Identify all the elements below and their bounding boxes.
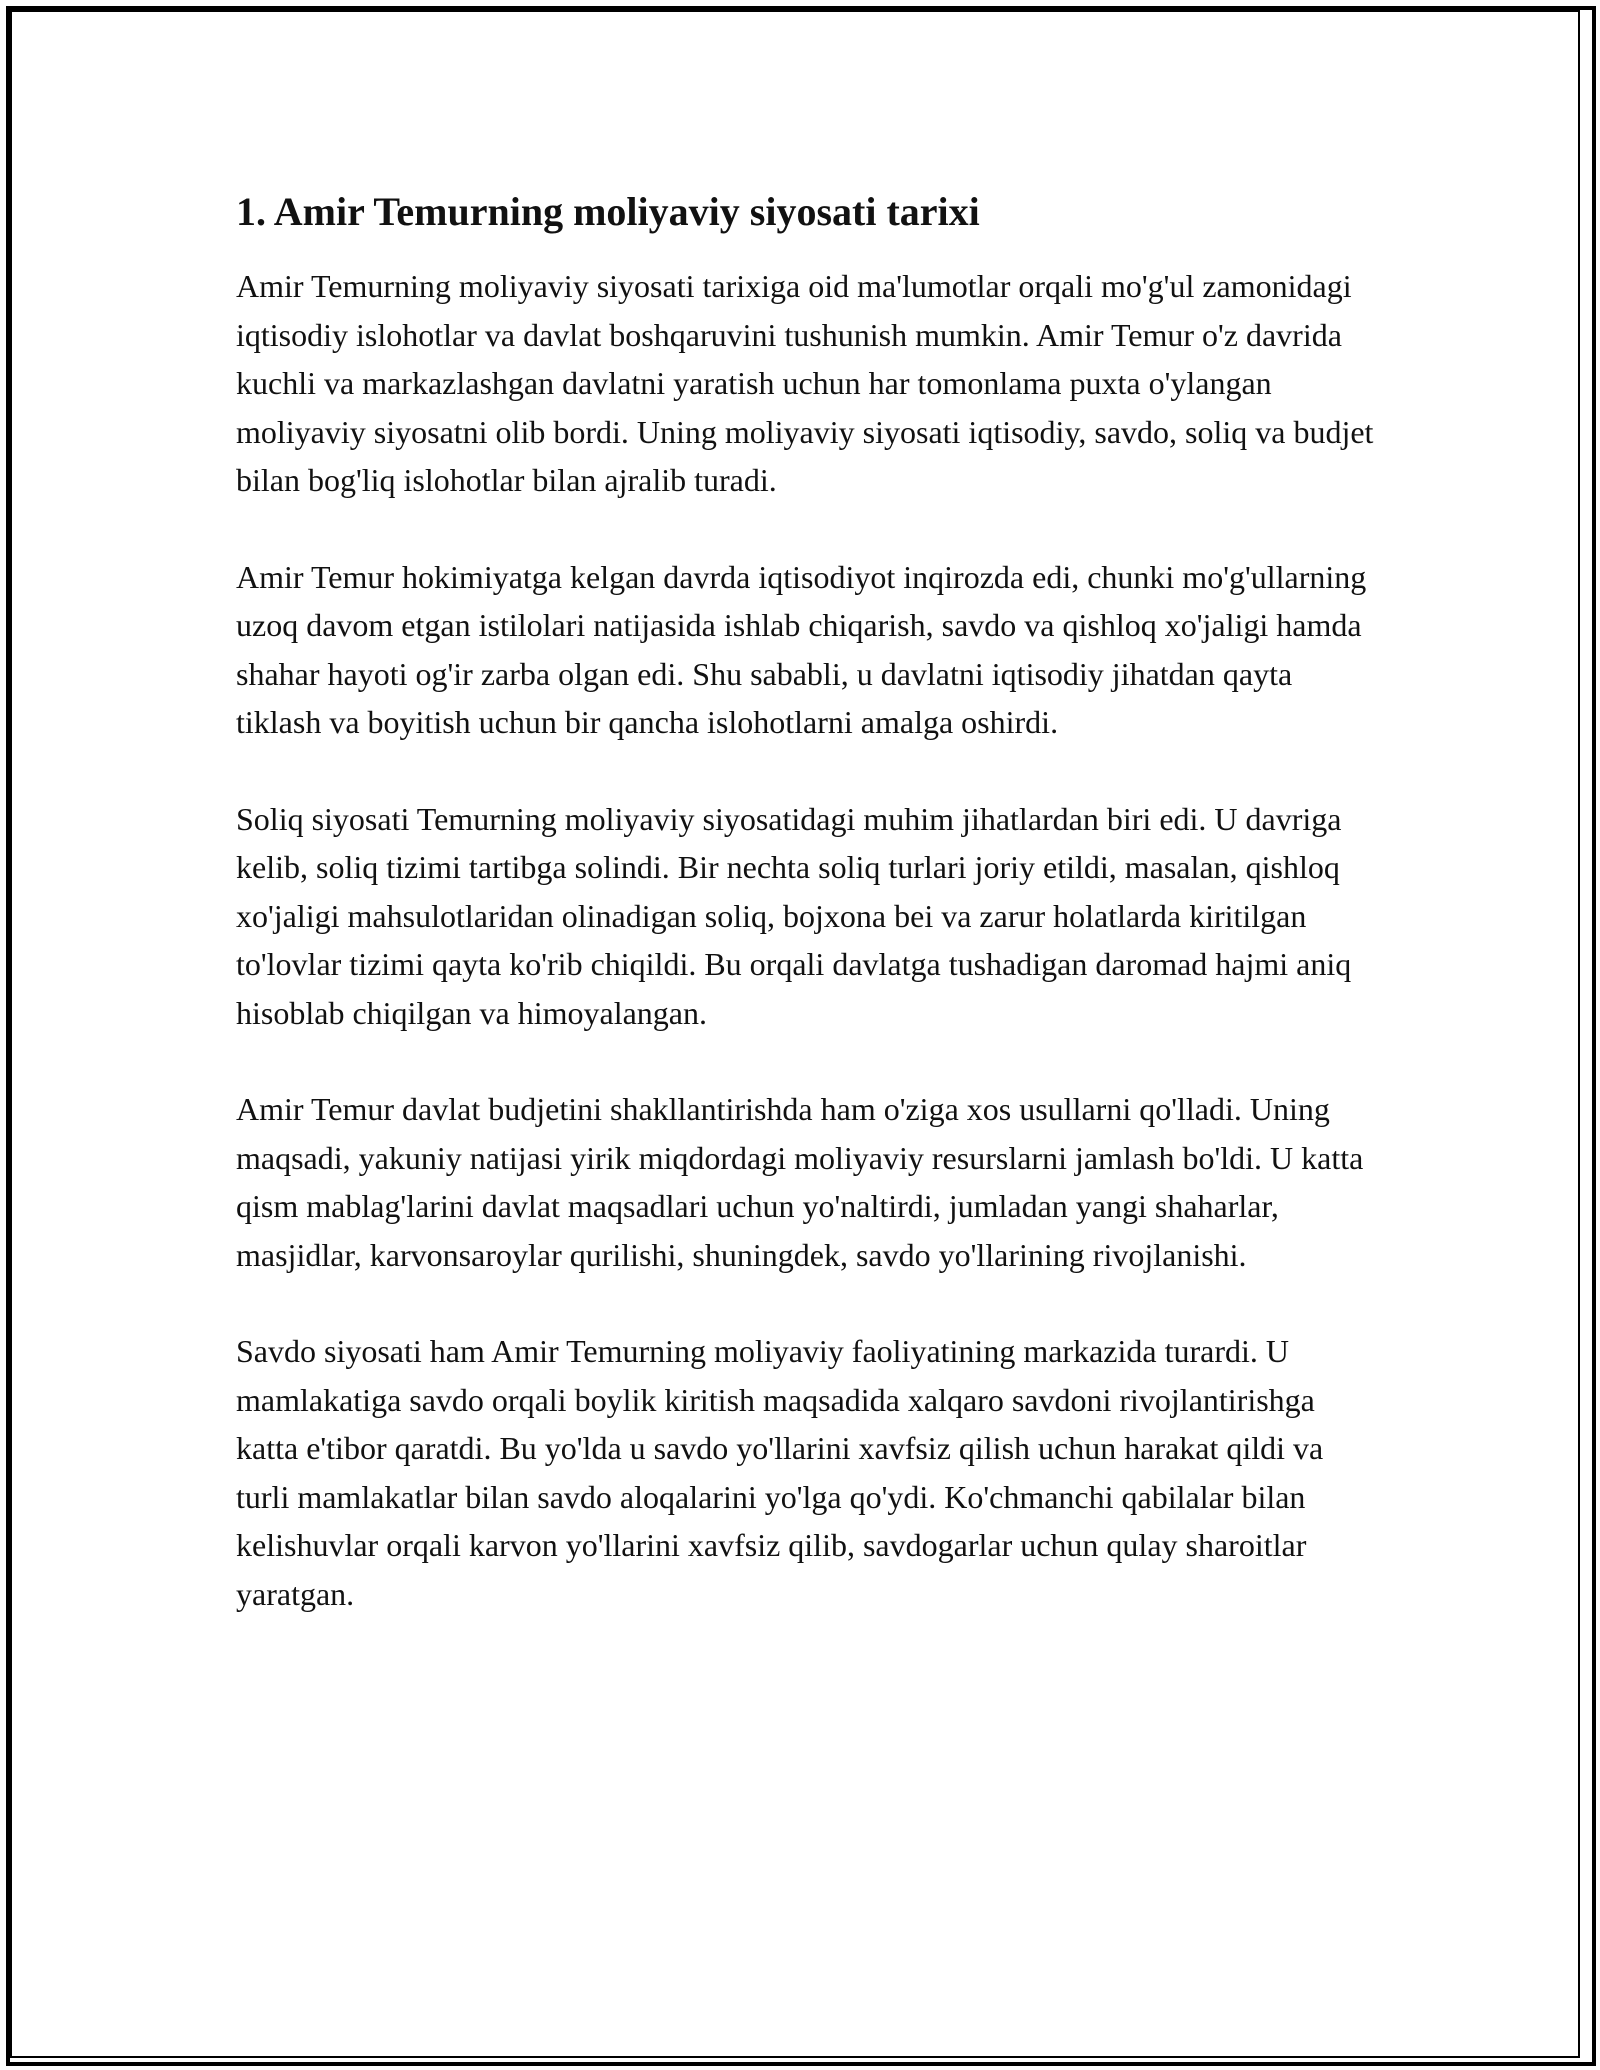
document-page (236, 184, 1376, 1666)
paragraph: Amir Temur hokimiyatga kelgan davrda iqtisodiyot inqirozda edi, chunki mo'g'ullarning uzoq davom etgan istilolari natijasida ishlab chiqarish, savdo va qishloq xo'jaligi hamda shahar hayoti og'ir zarba olgan edi. Shu sababli, u davlatni iqtisodiy jihatdan qayta tiklash va boyitish uchun bir qancha islohotlarni amalga oshirdi. (236, 558, 1367, 740)
paragraph: Amir Temur davlat budjetini shakllantirishda ham o'ziga xos usullarni qo'lladi. Uning maqsadi, yakuniy natijasi yirik miqdordagi moliyaviy resurslarni jamlash bo'ldi. U katta qism mablag'larini davlat maqsadlari uchun yo'naltirdi, jumladan yangi shaharlar, masjidlar, karvonsaroylar qurilishi, shuningdek, savdo yo'llarining rivojlanishi. (236, 1091, 1364, 1273)
paragraph: Savdo siyosati ham Amir Temurning moliyaviy faoliyatining markazida turardi. U mamlakatiga savdo orqali boylik kiritish maqsadida xalqaro savdoni rivojlantirishga katta e'tibor qaratdi. Bu yo'lda u savdo yo'llarini xavfsiz qilish uchun harakat qildi va turli mamlakatlar bilan savdo aloqalarini yo'lga qo'ydi. Ko'chmanchi qabilalar bilan kelishuvlar orqali karvon yo'llarini xavfsiz qilib, savdogarlar uchun qulay sharoitlar yaratgan. (236, 1333, 1324, 1612)
paragraph: Soliq siyosati Temurning moliyaviy siyosatidagi muhim jihatlardan biri edi. U davriga kelib, soliq tizimi tartibga solindi. Bir nechta soliq turlari joriy etildi, masalan, qishloq xo'jaligi mahsulotlaridan olinadigan soliq, bojxona bei va zarur holatlarda kiritilgan to'lovlar tizimi qayta ko'rib chiqildi. Bu orqali davlatga tushadigan daromad hajmi aniq hisoblab chiqilgan va himoyalangan. (236, 800, 1352, 1031)
paragraph: Amir Temurning moliyaviy siyosati tarixiga oid ma'lumotlar orqali mo'g'ul zamonidagi iqtisodiy islohotlar va davlat boshqaruvini tushunish mumkin. Amir Temur o'z davrida kuchli va markazlashgan davlatni yaratish uchun har tomonlama puxta o'ylangan moliyaviy siyosatni olib bordi. Uning moliyaviy siyosati iqtisodiy, savdo, soliq va budjet bilan bog'liq islohotlar bilan ajralib turadi. (236, 268, 1374, 498)
document-title: 1. Amir Temurning moliyaviy siyosati tarixi (236, 189, 980, 234)
